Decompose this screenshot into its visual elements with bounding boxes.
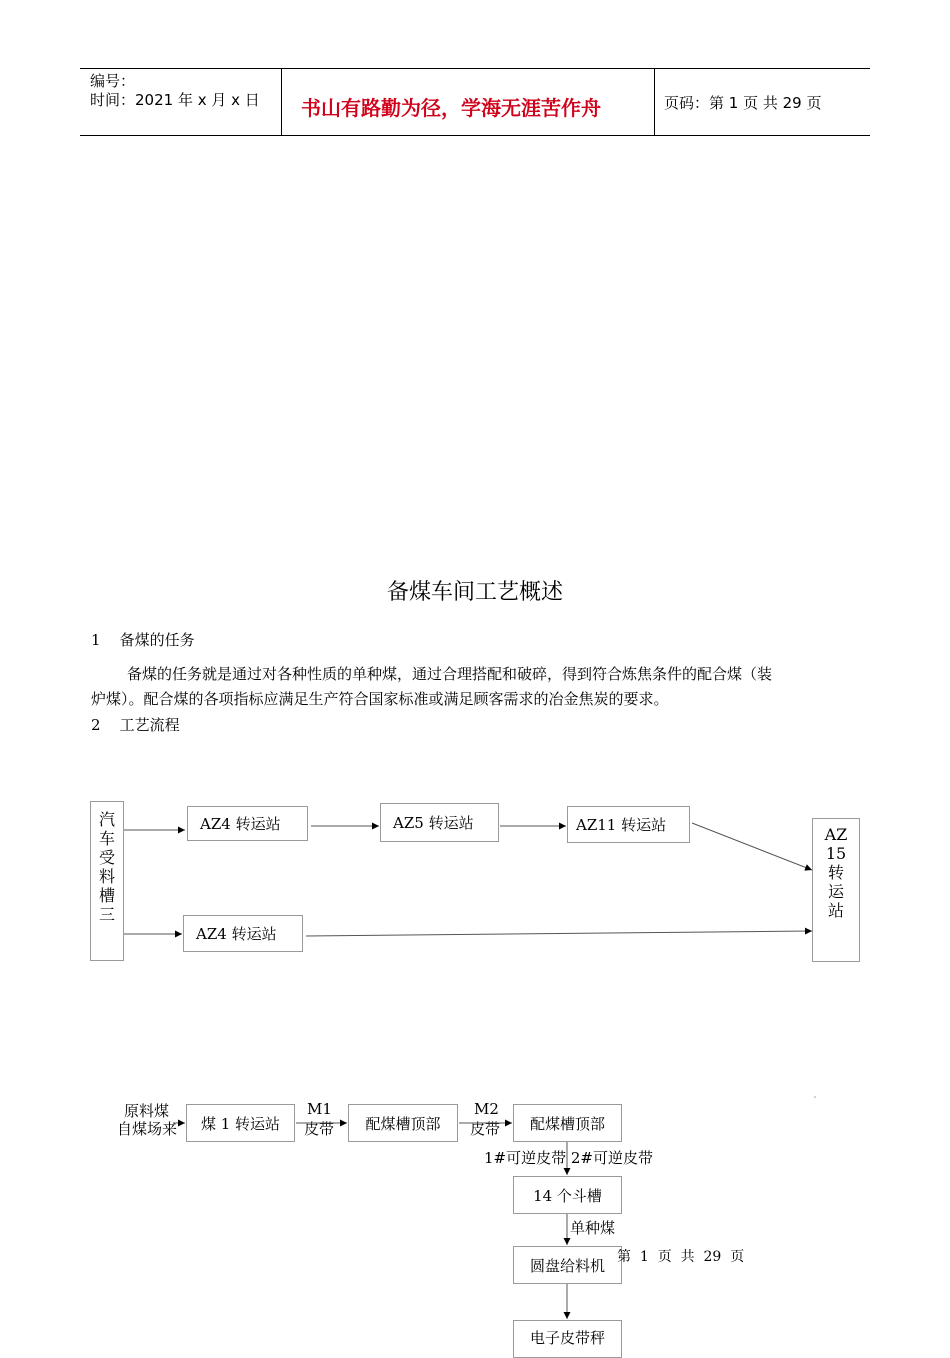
document-number-label: 编号： [90,72,136,90]
flow2-m1-line1: M1 [307,1100,332,1118]
flow1-source-char: 车 [98,829,115,848]
flow2-m1-line2: 皮带 [304,1120,335,1138]
flow2-bin-top1-label: 配煤槽顶部 [365,1114,441,1133]
document-time-label: 时间：2021 年 x 月 x 日 [90,91,260,109]
flow1-source-char: 汽 [98,810,115,829]
flow1-az15-char: 转 [827,863,844,882]
document-title: 备煤车间工艺概述 [386,580,563,605]
header-page-label: 页码：第 1 页 共 29 页 [664,94,822,112]
flow1-arrow-az4-bottom-to-az15 [306,931,812,936]
footer-page-number: 第 1 页 共 29 页 [617,1249,745,1265]
flow2-belt-scale-label: 电子皮带秤 [529,1329,605,1347]
header-motto: 书山有路勤为径，学海无涯苦作舟 [301,96,601,120]
section-heading-2: 2 工艺流程 [91,716,180,734]
flow2-single-coal-label: 单种煤 [570,1219,616,1237]
flow1-az15-char: 15 [825,844,847,863]
flow1-az15-char: AZ [824,825,848,844]
flow2-disc-feeder-label: 圆盘给料机 [529,1256,605,1275]
section-heading-1: 1 备煤的任务 [91,631,195,649]
flow1-az15-char: 运 [827,882,844,901]
flow1-az4-top-label: AZ4 转运站 [200,815,281,833]
flow1-az5-label: AZ5 转运站 [393,814,474,832]
paragraph-line-1: 备煤的任务就是通过对各种性质的单种煤，通过合理搭配和破碎，得到符合炼焦条件的配合煤（装 [127,665,773,683]
flow1-source-char: 三 [98,905,115,924]
flow2-m2-line1: M2 [474,1100,499,1118]
paragraph-line-2: 炉煤）。配合煤的各项指标应满足生产符合国家标准或满足顾客需求的冶金焦炭的要求。 [91,690,669,708]
flow1-az4-bottom-label: AZ4 转运站 [196,925,277,943]
flow1-source-char: 受 [98,848,115,867]
flow2-source-line2: 自煤场来 [117,1120,178,1138]
flow1-az15-char: 站 [827,901,844,920]
flow2-station1-label: 煤 1 转运站 [200,1114,281,1133]
flow2-bin-top2-label: 配煤槽顶部 [529,1114,605,1133]
flow1-source-char: 料 [98,867,115,886]
stray-dot [814,1096,816,1098]
flow2-m2-line2: 皮带 [470,1120,501,1138]
flow1-source-char: 槽 [98,886,115,905]
flow1-arrow-az11-to-az15 [692,823,812,870]
flow2-hoppers-label: 14 个斗槽 [533,1186,602,1205]
flow1-az11-label: AZ11 转运站 [576,816,667,834]
flow2-source-line1: 原料煤 [124,1102,170,1120]
flow2-reversible-belts-label: 1#可逆皮带 2#可逆皮带 [484,1149,653,1167]
